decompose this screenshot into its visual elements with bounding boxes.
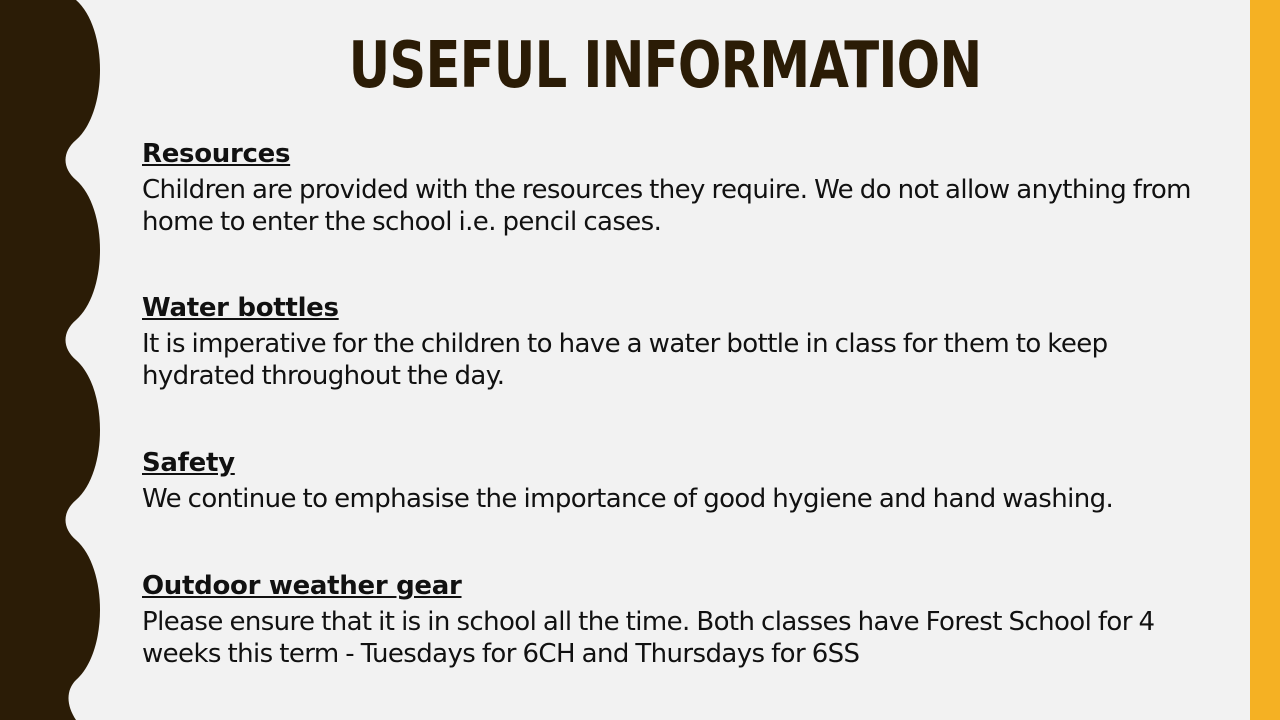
right-accent-bar bbox=[1250, 0, 1280, 720]
section-safety bbox=[142, 447, 1202, 515]
slide-title: USEFUL INFORMATION bbox=[348, 29, 982, 103]
section-body: We continue to emphasise the importance of good hygiene and hand washing. bbox=[142, 484, 1114, 514]
section-heading: Safety bbox=[142, 448, 235, 478]
section-heading: Resources bbox=[142, 139, 291, 169]
section-heading: Water bottles bbox=[142, 293, 339, 323]
section-body: It is imperative for the children to have a water bottle in class for them to keep hydrated throughout the day. bbox=[142, 329, 1108, 391]
section-heading: Outdoor weather gear bbox=[142, 571, 462, 601]
left-wave-band bbox=[0, 0, 100, 720]
section-water-bottles bbox=[142, 292, 1202, 392]
section-outdoor-weather-gear bbox=[142, 570, 1202, 670]
section-body: Children are provided with the resources they require. We do not allow anything from home to enter the school i.e. pencil cases. bbox=[142, 175, 1191, 237]
section-resources bbox=[142, 138, 1202, 238]
section-body: Please ensure that it is in school all the time. Both classes have Forest School for 4 weeks this term - Tuesdays for 6CH and Thursdays for 6SS bbox=[142, 607, 1155, 669]
